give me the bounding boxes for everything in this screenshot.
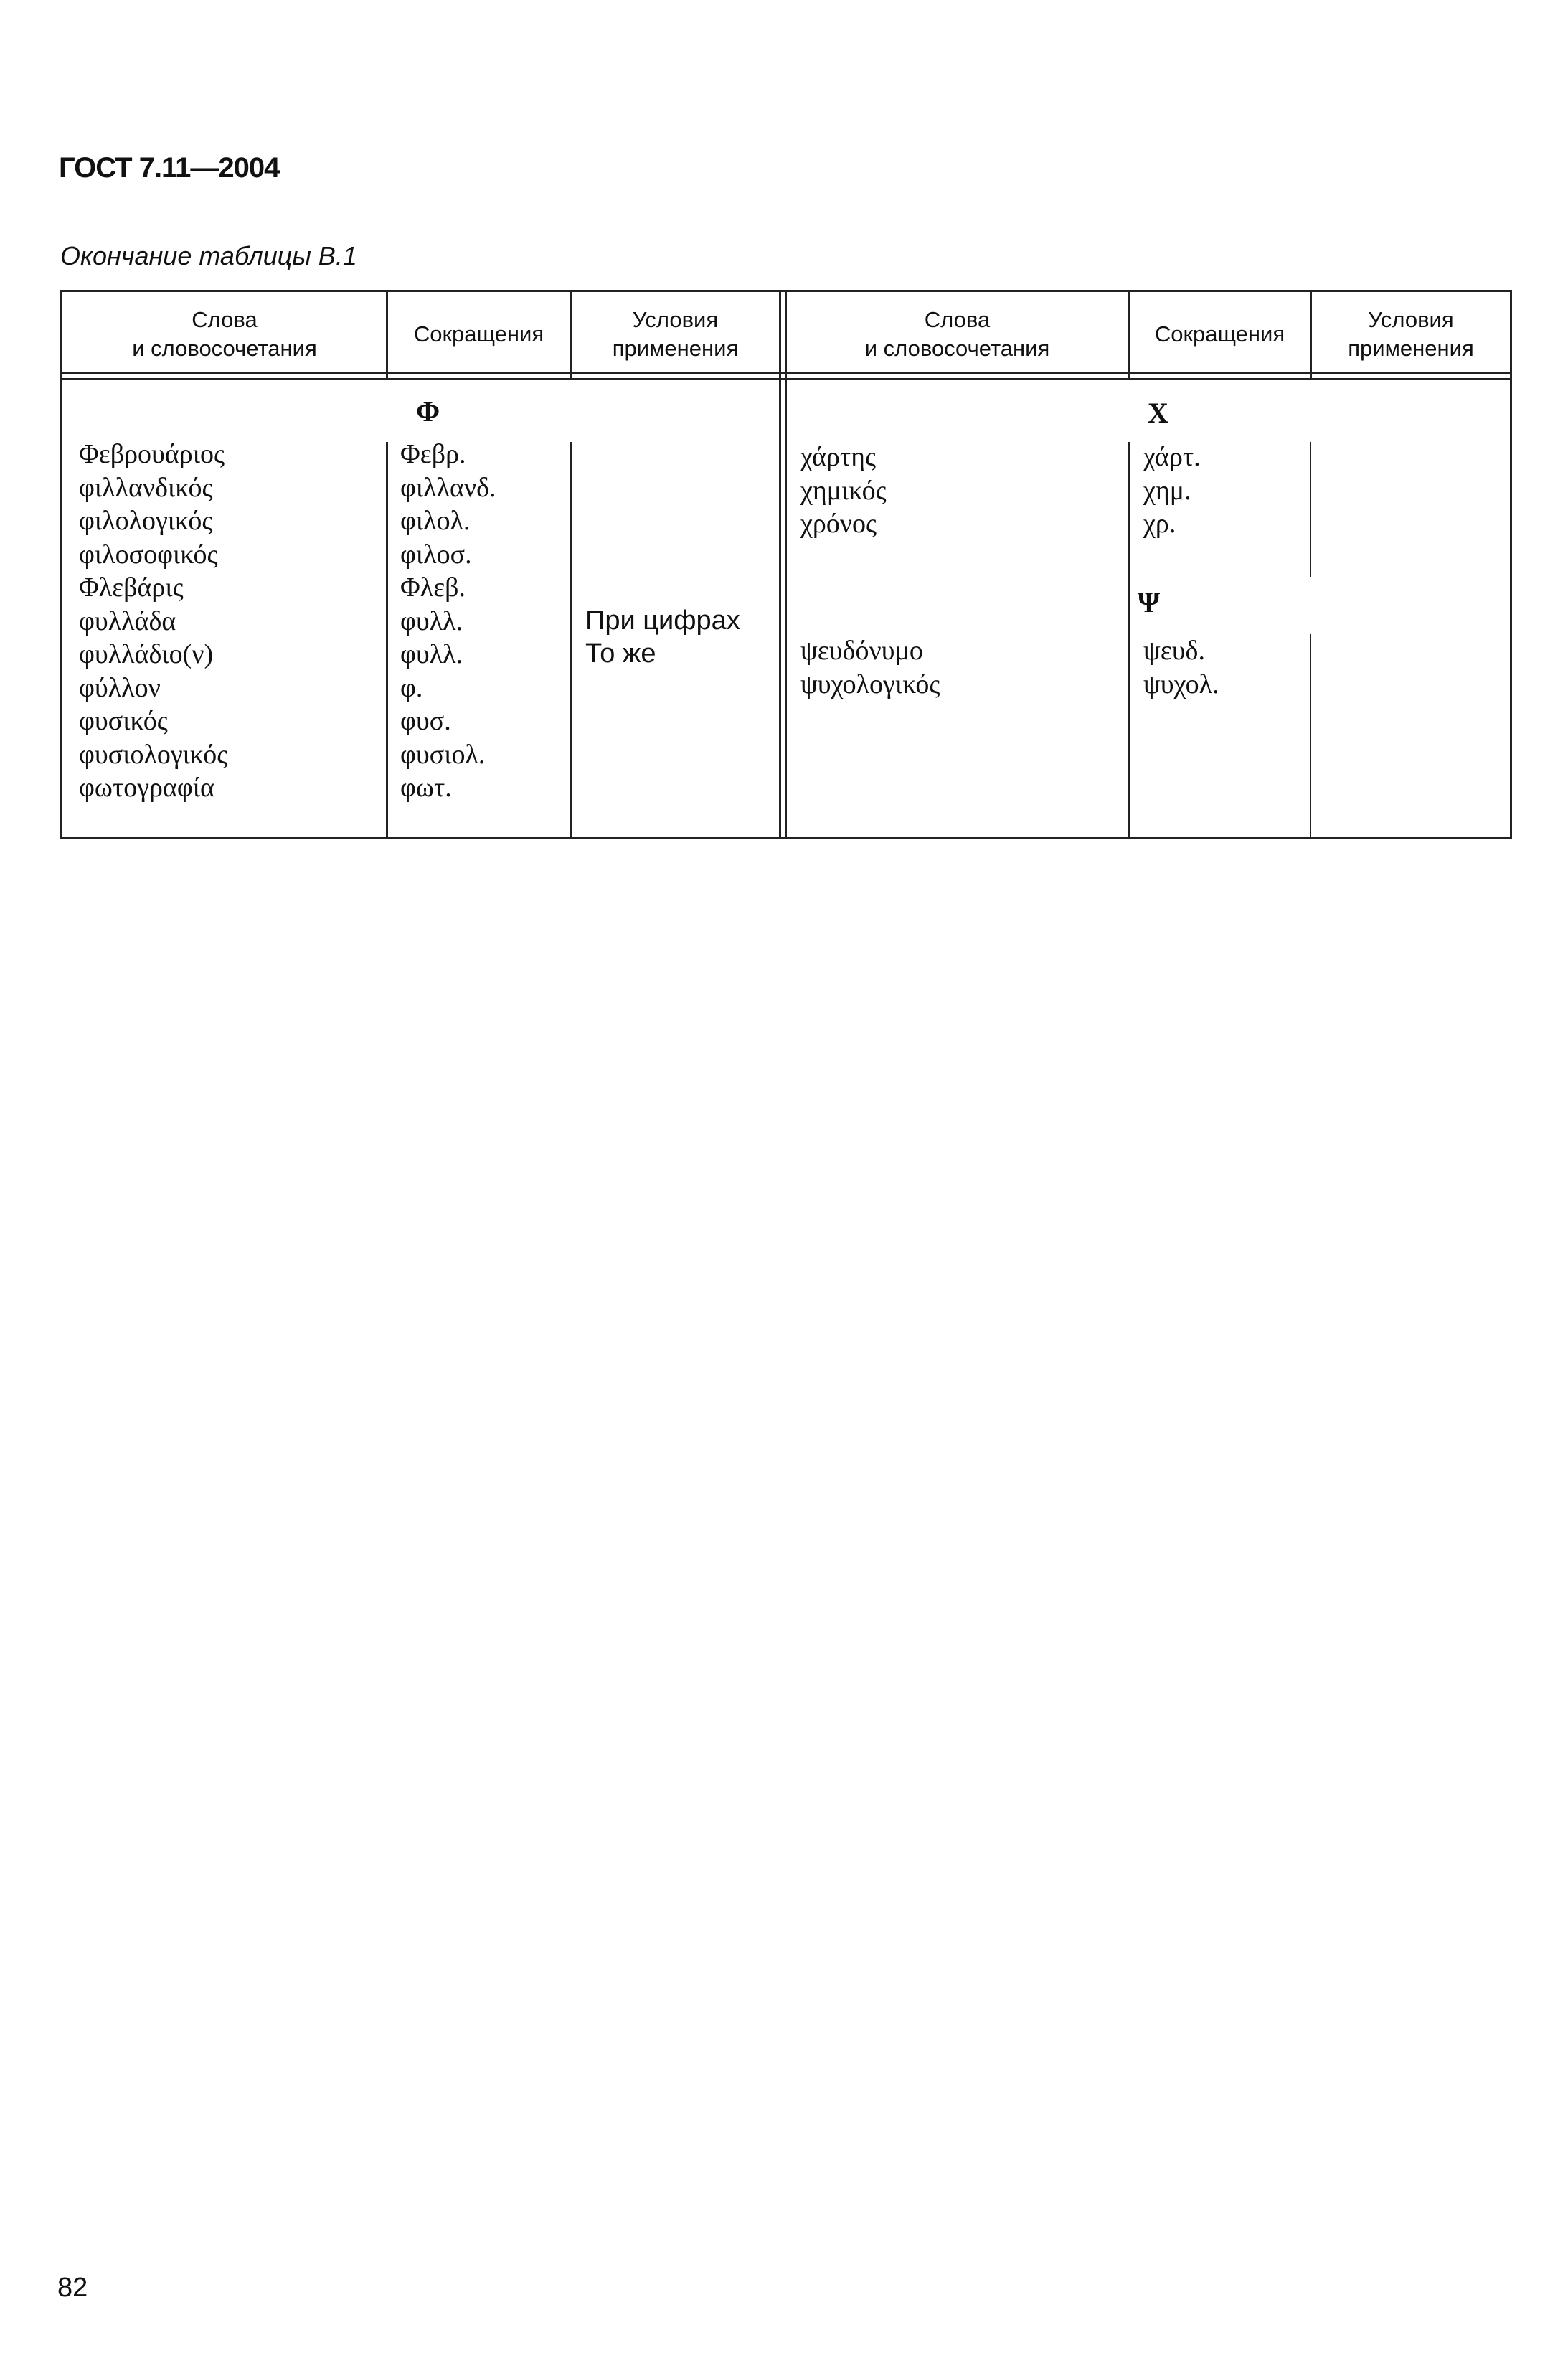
list-item: φιλοσ. [400, 539, 472, 570]
right-abbr-list-chi [1143, 440, 1201, 541]
list-item: ψευδ. [1143, 636, 1205, 666]
left-words-list [79, 438, 227, 805]
list-item: Φλεβάρις [79, 572, 184, 603]
list-item: φ. [400, 672, 423, 703]
condition-with-digits: При цифрах [585, 605, 740, 636]
list-item: χάρτης [800, 442, 877, 472]
list-item: ψυχολογικός [800, 669, 940, 699]
column-header-abbr-right: Сокращения [1154, 321, 1285, 346]
list-item: φιλλανδικός [79, 472, 213, 503]
list-item: χημικός [800, 475, 887, 506]
column-header-words-right: Слова и словосочетания [864, 306, 1050, 361]
list-item: φυσικός [79, 706, 168, 736]
section-letter-psi: Ψ [1138, 586, 1161, 618]
section-letter-chi: Χ [1148, 397, 1168, 429]
center-divider-left [779, 290, 781, 839]
list-item: φωτογραφία [79, 773, 214, 803]
list-item: φυσιολογικός [79, 739, 228, 770]
condition-note [585, 604, 740, 670]
list-item: φιλολ. [400, 506, 471, 536]
list-item: φιλολογικός [79, 506, 213, 536]
list-item: φυλλ. [400, 605, 463, 636]
column-header-words-left: Слова и словосочетания [132, 306, 317, 361]
body-divider-2 [570, 442, 572, 839]
section-letter-phi: Φ [416, 395, 440, 428]
list-item: φωτ. [400, 773, 452, 803]
table-caption: Окончание таблицы В.1 [60, 241, 357, 270]
page-number: 82 [57, 2273, 88, 2303]
list-item: φύλλον [79, 672, 161, 703]
list-item: χάρτ. [1143, 442, 1201, 472]
list-item: φιλοσοφικός [79, 539, 218, 570]
body-divider-1 [386, 442, 388, 839]
condition-ditto: То же [585, 638, 656, 669]
left-abbr-list [400, 438, 496, 805]
list-item: φυλλάδα [79, 605, 176, 636]
list-item: Φεβρουάριος [79, 439, 225, 469]
list-item: χρόνος [800, 509, 877, 539]
column-header-cond-right: Условия применения [1348, 306, 1474, 361]
column-header-cond-left: Условия применения [612, 306, 739, 361]
right-abbr-list-psi [1143, 634, 1219, 701]
list-item: Φλεβ. [400, 572, 466, 603]
column-header-abbr-left: Сокращения [413, 321, 544, 346]
document-header: ГОСТ 7.11—2004 [59, 152, 280, 184]
list-item: φυλλ. [400, 639, 463, 669]
list-item: χημ. [1143, 475, 1191, 506]
list-item: χρ. [1143, 509, 1176, 539]
right-words-list-chi [800, 440, 887, 541]
list-item: ψυχολ. [1143, 669, 1219, 699]
body-divider-4 [1128, 442, 1130, 839]
body-divider-5b [1310, 634, 1311, 839]
list-item: φυσιολ. [400, 739, 486, 770]
list-item: ψευδόνυμο [800, 636, 923, 666]
right-words-list-psi [800, 634, 940, 701]
list-item: Φεβρ. [400, 439, 466, 469]
list-item: φιλλανδ. [400, 472, 496, 503]
list-item: φυλλάδιο(ν) [79, 639, 214, 669]
body-divider-5a [1310, 442, 1311, 577]
list-item: φυσ. [400, 706, 451, 736]
